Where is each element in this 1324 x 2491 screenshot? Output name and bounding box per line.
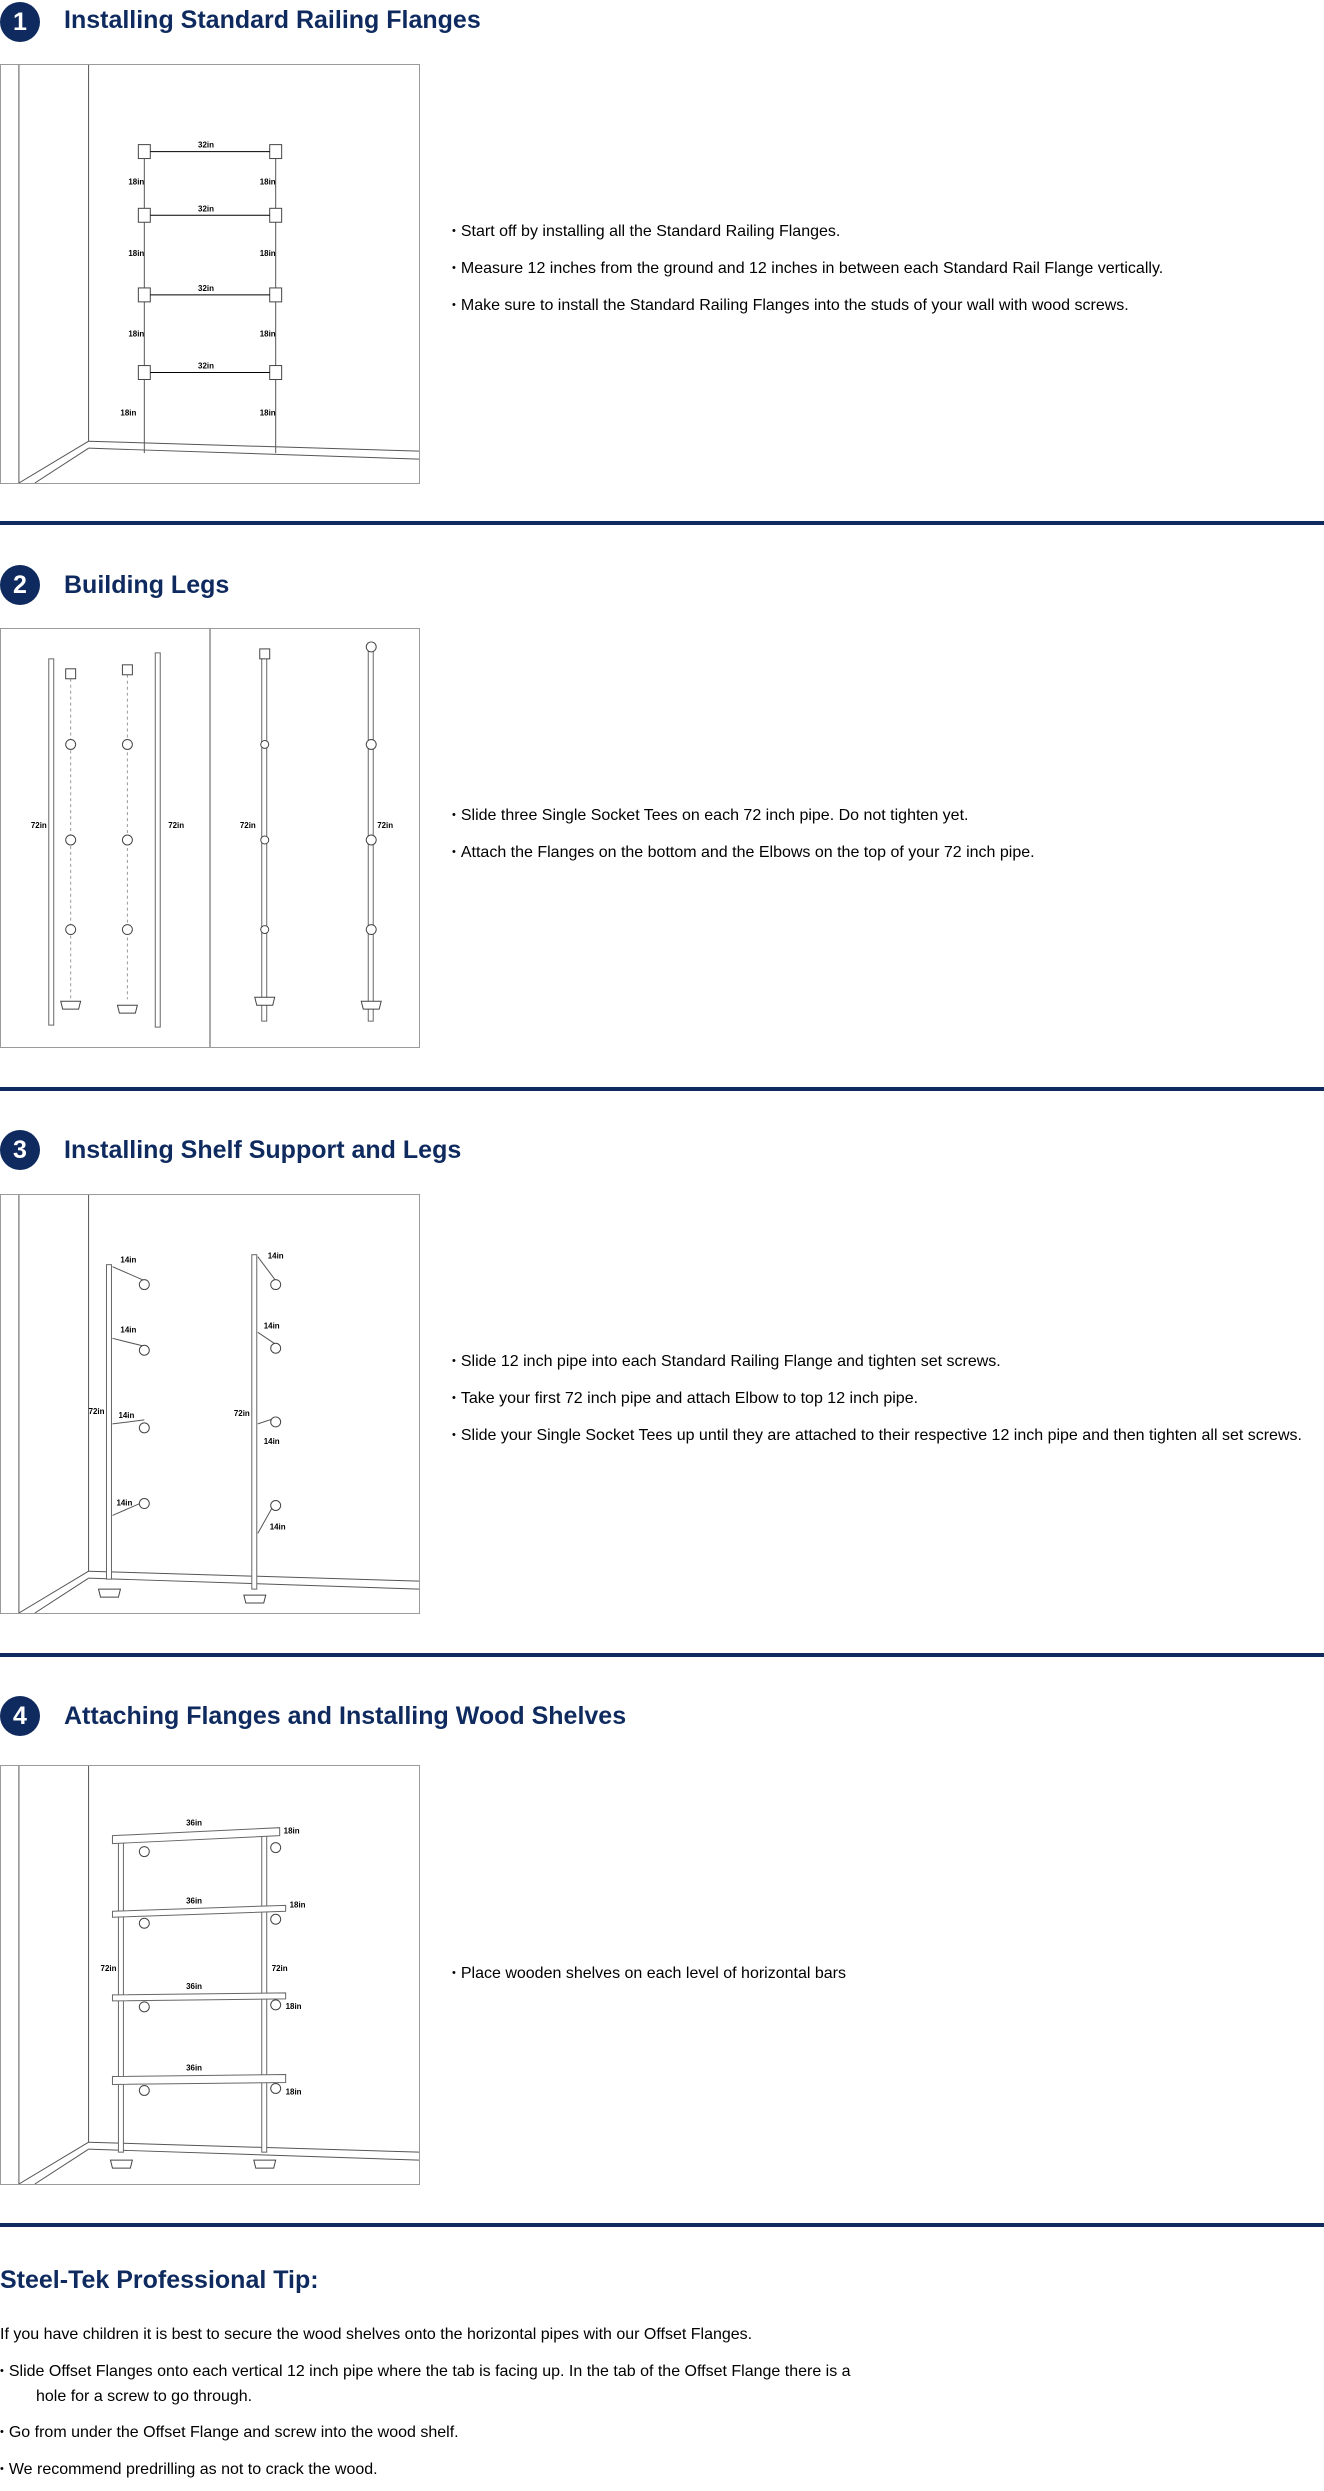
- height-label: 18in: [128, 329, 145, 339]
- arm-right: [258, 1257, 281, 1290]
- instruction-item: • Start off by installing all the Standard Railing Flanges.: [452, 222, 1163, 243]
- instruction-item: • Slide 12 inch pipe into each Standard Railing Flange and tighten set screws.: [452, 1352, 1302, 1373]
- step-3-instructions: [452, 1352, 1302, 1463]
- height-label: 18in: [128, 249, 145, 259]
- step-title: Installing Shelf Support and Legs: [64, 1136, 462, 1164]
- width-label: 32in: [198, 140, 214, 150]
- wood-shelf: [112, 1828, 280, 1857]
- arm-left: [112, 1338, 149, 1355]
- arm-length-label: 14in: [116, 1498, 133, 1508]
- tip-title: Steel-Tek Professional Tip:: [0, 2266, 319, 2294]
- instruction-item: • Slide three Single Socket Tees on each 72 inch pipe. Do not tighten yet.: [452, 806, 1035, 827]
- height-label: 18in: [259, 177, 276, 187]
- shelf-width-label: 36in: [186, 1818, 203, 1828]
- pipe-length-label: 72in: [233, 1408, 250, 1418]
- shelf-depth-label: 18in: [285, 2001, 302, 2011]
- arm-length-label: 14in: [118, 1410, 135, 1420]
- shelf-width-label: 36in: [186, 1981, 203, 1991]
- arm-length-label: 14in: [120, 1255, 137, 1265]
- shelf-width-label: 36in: [186, 2063, 203, 2073]
- shelf-depth-label: 18in: [285, 2087, 302, 2097]
- step-number-badge: 2: [0, 565, 40, 605]
- width-label: 32in: [198, 361, 214, 371]
- instruction-item: • Place wooden shelves on each level of horizontal bars: [452, 1964, 846, 1985]
- step-3-diagram: [0, 1194, 420, 1614]
- step-4-diagram: [0, 1765, 420, 2185]
- height-label: 18in: [259, 329, 276, 339]
- step-title: Building Legs: [64, 571, 230, 599]
- instruction-item: • Make sure to install the Standard Railing Flanges into the studs of your wall with wood screws.: [452, 296, 1163, 317]
- step-2-diagram: [0, 628, 420, 1048]
- pipe-length-label: 72in: [30, 821, 47, 831]
- tip-intro: If you have children it is best to secure the wood shelves onto the horizontal pipes with our Offset Flanges.: [0, 2326, 753, 2343]
- pipe-length-label: 72in: [377, 821, 394, 831]
- railing-flanges-illustration: [1, 65, 419, 483]
- wood-shelf: [112, 2075, 285, 2096]
- instruction-item: • Take your first 72 inch pipe and attach Elbow to top 12 inch pipe.: [452, 1389, 1302, 1410]
- arm-length-label: 14in: [263, 1321, 280, 1331]
- section-divider: [0, 1087, 1324, 1091]
- pipe-length-label: 72in: [239, 821, 256, 831]
- arm-length-label: 14in: [263, 1436, 280, 1446]
- section-divider: [0, 521, 1324, 525]
- wood-shelves-illustration: [1, 1766, 419, 2184]
- arm-left: [112, 1267, 149, 1290]
- pipe-length-label: 72in: [271, 1964, 288, 1974]
- pipe-length-label: 72in: [100, 1964, 117, 1974]
- width-label: 32in: [198, 283, 214, 293]
- arm-length-label: 14in: [267, 1251, 284, 1261]
- arm-right: [258, 1417, 281, 1427]
- instruction-item: • Measure 12 inches from the ground and 12 inches in between each Standard Rail Flange vertically.: [452, 259, 1163, 280]
- tip-item: • Go from under the Offset Flange and screw into the wood shelf.: [0, 2421, 880, 2446]
- step-1-diagram: [0, 64, 420, 484]
- step-title: Attaching Flanges and Installing Wood Shelves: [64, 1702, 627, 1730]
- arm-left: [112, 1420, 149, 1433]
- height-label: 18in: [120, 408, 137, 418]
- section-divider: [0, 1653, 1324, 1657]
- wood-shelf: [112, 1993, 285, 2012]
- arm-length-label: 14in: [120, 1325, 137, 1335]
- shelf-depth-label: 18in: [283, 1826, 300, 1836]
- flange-row: [128, 204, 281, 258]
- flange-row: [128, 141, 281, 187]
- pipe-length-label: 72in: [88, 1406, 105, 1416]
- shelf-depth-label: 18in: [289, 1900, 306, 1910]
- height-label: 18in: [128, 177, 145, 187]
- instruction-item: • Slide your Single Socket Tees up until they are attached to their respective 12 inch pipe and then tighten all set screws.: [452, 1426, 1302, 1447]
- tip-list: [0, 2360, 880, 2491]
- pipe-length-label: 72in: [168, 821, 185, 831]
- instruction-item: • Attach the Flanges on the bottom and the Elbows on the top of your 72 inch pipe.: [452, 843, 1035, 864]
- arm-length-label: 14in: [269, 1522, 286, 1532]
- arm-right: [258, 1332, 281, 1353]
- shelf-support-illustration: [1, 1195, 419, 1613]
- height-label: 18in: [259, 249, 276, 259]
- width-label: 32in: [198, 204, 214, 214]
- step-4-instructions: [452, 1964, 846, 2001]
- height-label: 18in: [259, 408, 276, 418]
- section-divider: [0, 2223, 1324, 2227]
- building-legs-illustration: [1, 629, 419, 1047]
- step-2-instructions: [452, 806, 1035, 880]
- step-number-badge: 1: [0, 2, 40, 42]
- shelf-width-label: 36in: [186, 1896, 203, 1906]
- step-1-instructions: [452, 222, 1163, 333]
- step-number-badge: 3: [0, 1130, 40, 1170]
- step-number-badge: 4: [0, 1696, 40, 1736]
- tip-item: • Slide Offset Flanges onto each vertical 12 inch pipe where the tab is facing up. In the tab of the Offset Flange there is a hole for a screw to go through.: [0, 2360, 880, 2409]
- wood-shelf: [112, 1905, 285, 1928]
- step-title: Installing Standard Railing Flanges: [64, 6, 481, 34]
- flange-row: [128, 284, 281, 339]
- tip-item: • We recommend predrilling as not to crack the wood.: [0, 2458, 880, 2483]
